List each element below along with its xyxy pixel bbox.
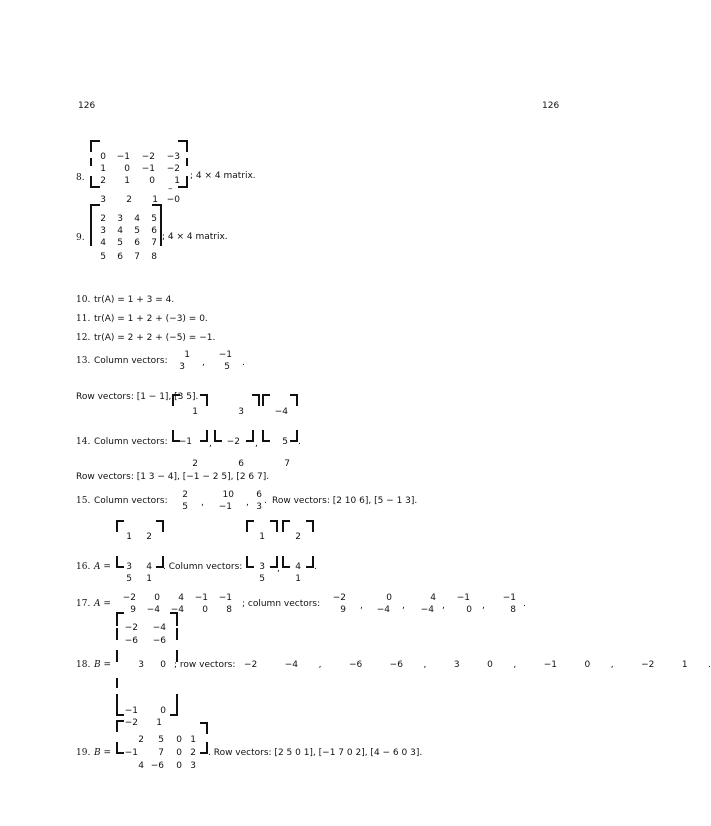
vector-entry: 5 xyxy=(259,574,265,584)
column-vectors-intro: Column vectors: xyxy=(94,437,168,447)
bracket xyxy=(170,694,178,716)
page-number-right: 126 xyxy=(542,101,560,111)
bracket xyxy=(282,520,290,532)
problem-suffix: ; 4 × 4 matrix. xyxy=(190,171,256,181)
problem-label: 9. xyxy=(76,233,85,243)
bracket xyxy=(200,722,208,734)
matrix-cell: 3 xyxy=(138,660,144,670)
terminator: . xyxy=(523,599,526,609)
vector-entry: 2 xyxy=(182,490,188,500)
column-vectors-intro: Column vectors: xyxy=(94,496,168,506)
vector-entry: −2 xyxy=(226,437,240,447)
vector-entry: 4 xyxy=(430,593,436,603)
vector-entry: 5 xyxy=(282,437,288,447)
matrix-cell: −1 xyxy=(124,706,138,716)
vector-entry: 2 xyxy=(192,459,198,469)
matrix-cell: −6 xyxy=(152,636,166,646)
matrix-cell: −4 xyxy=(170,605,184,615)
bracket xyxy=(246,430,254,442)
bracket xyxy=(116,520,124,532)
matrix-cell: −0 xyxy=(166,195,180,205)
terminator: . xyxy=(314,562,317,572)
bracket xyxy=(200,742,208,754)
vector-entry: 5 xyxy=(224,362,230,372)
bracket xyxy=(170,612,178,626)
matrix-cell: 1 xyxy=(174,176,180,186)
row-vectors: . Row vectors: [2 5 0 1], [−1 7 0 2], [4 − 6 0 3]. xyxy=(208,748,423,758)
matrix-cell: 1 xyxy=(100,164,106,174)
problem-label: 16. xyxy=(76,562,91,572)
separator: , xyxy=(442,601,445,611)
bracket xyxy=(156,520,164,532)
bracket xyxy=(252,394,260,406)
matrix-name: B = xyxy=(94,748,112,758)
bracket xyxy=(116,650,118,662)
matrix-cell: 6 xyxy=(134,238,140,248)
matrix-cell: 0 xyxy=(160,706,166,716)
problem-label: 18. xyxy=(76,660,91,670)
matrix-cell: −1 xyxy=(194,593,208,603)
vector-entry: 1 xyxy=(184,350,190,360)
vector-entry: 2 xyxy=(295,532,301,542)
matrix-cell: 0 xyxy=(100,152,106,162)
matrix-cell: 4 xyxy=(117,226,123,236)
matrix-cell: 3 xyxy=(126,562,132,572)
problem-label: 15. xyxy=(76,496,91,506)
vector-entry: −6 xyxy=(389,660,403,670)
matrix-cell: 0 xyxy=(149,176,155,186)
vector-entry: 3 xyxy=(238,407,244,417)
matrix-cell: −2 xyxy=(141,152,155,162)
matrix-cell: 2 xyxy=(126,195,132,205)
page-number-left: 126 xyxy=(78,101,96,111)
vector-entry: 1 xyxy=(295,574,301,584)
row-vectors: Row vectors: [1 3 − 4], [−1 − 2 5], [2 6 7]. xyxy=(76,472,270,482)
matrix-cell: −1 xyxy=(116,152,130,162)
matrix-cell: 3 xyxy=(100,195,106,205)
matrix-cell: 0 xyxy=(202,605,208,615)
matrix-cell: 4 xyxy=(146,562,152,572)
matrix-cell: 9 xyxy=(130,605,136,615)
matrix-cell: −4 xyxy=(152,623,166,633)
column-vectors-intro: ; column vectors: xyxy=(242,599,321,609)
matrix-cell: 7 xyxy=(151,238,157,248)
row-vectors: Row vectors: [1 − 1], [3 5]. xyxy=(76,392,199,402)
separator: , xyxy=(202,358,205,368)
matrix-cell: −2 xyxy=(166,164,180,174)
problem-12-label: 12. xyxy=(76,333,91,343)
matrix-cell: 3 xyxy=(100,226,106,236)
problem-label: 8. xyxy=(76,173,85,183)
matrix-cell: 8 xyxy=(226,605,232,615)
matrix-cell: 5 xyxy=(117,238,123,248)
bracket xyxy=(176,628,178,640)
problem-11-text: tr(A) = 1 + 2 + (−3) = 0. xyxy=(94,314,208,324)
vector-entry: −1 xyxy=(456,593,470,603)
matrix-cell: −1 xyxy=(141,164,155,174)
problem-11-label: 11. xyxy=(76,314,91,324)
vector-entry: 5 xyxy=(182,502,188,512)
bracket xyxy=(290,394,298,406)
separator: , xyxy=(201,498,204,508)
problem-12-text: tr(A) = 2 + 2 + (−5) = −1. xyxy=(94,333,216,343)
vector-entry: 4 xyxy=(295,562,301,572)
matrix-cell: 0 xyxy=(154,593,160,603)
vector-entry: 1 xyxy=(259,532,265,542)
matrix-cell: 2 xyxy=(190,748,196,758)
matrix-name: A = xyxy=(94,562,111,572)
separator: , xyxy=(423,660,427,670)
problem-suffix: ; 4 × 4 matrix. xyxy=(162,232,228,242)
separator: , xyxy=(209,439,212,449)
matrix-cell: 8 xyxy=(151,252,157,262)
matrix-cell: −2 xyxy=(122,593,136,603)
matrix-cell: 4 xyxy=(138,761,144,771)
vector-entry: 0 xyxy=(466,605,472,615)
bracket xyxy=(116,678,118,688)
bracket xyxy=(262,394,270,406)
matrix-cell: 1 xyxy=(190,735,196,745)
matrix-cell: 0 xyxy=(176,748,182,758)
separator: , xyxy=(246,498,249,508)
matrix-cell: 4 xyxy=(134,214,140,224)
separator: , xyxy=(513,660,517,670)
vector-entry: −1 xyxy=(502,593,516,603)
vector-entry: 6 xyxy=(238,459,244,469)
separator: , xyxy=(610,660,614,670)
vector-entry: 3 xyxy=(256,502,262,512)
matrix-cell: 3 xyxy=(190,761,196,771)
vector-entry: −4 xyxy=(376,605,390,615)
vector-entry: −1 xyxy=(218,502,232,512)
problem-label: 19. xyxy=(76,748,91,758)
terminator: . xyxy=(708,660,711,670)
vector-entry: 9 xyxy=(340,605,346,615)
matrix-cell: −4 xyxy=(146,605,160,615)
vector-entry: 8 xyxy=(510,605,516,615)
vector-entry: 7 xyxy=(284,459,290,469)
bracket-right-mid xyxy=(186,158,188,166)
vector-entry: −1 xyxy=(218,350,232,360)
matrix-cell: 5 xyxy=(151,214,157,224)
vector-entry: 10 xyxy=(222,490,234,500)
separator: , xyxy=(360,601,363,611)
separator: , xyxy=(402,601,405,611)
problem-10-label: 10. xyxy=(76,295,91,305)
matrix-cell: 5 xyxy=(134,226,140,236)
column-vectors-intro: Column vectors: xyxy=(94,356,168,366)
bracket xyxy=(306,556,314,568)
row-vectors xyxy=(244,660,711,671)
vector-entry: 3 xyxy=(179,362,185,372)
bracket xyxy=(270,520,278,532)
vector-entry: −2 xyxy=(332,593,346,603)
matrix-cell: 2 xyxy=(138,735,144,745)
matrix-cell: −6 xyxy=(150,761,164,771)
problem-label: 13. xyxy=(76,356,91,366)
matrix-cell: −2 xyxy=(124,623,138,633)
dash-mark: – xyxy=(168,184,173,194)
bracket xyxy=(290,430,298,442)
terminator: . xyxy=(264,496,267,506)
matrix-cell: 0 xyxy=(176,761,182,771)
terminator: . xyxy=(298,437,301,447)
column-vectors-intro: . Column vectors: xyxy=(163,562,243,572)
matrix-cell: 5 xyxy=(100,252,106,262)
matrix-cell: 7 xyxy=(134,252,140,262)
problem-label: 17. xyxy=(76,599,91,609)
vector-entry: 1 xyxy=(192,407,198,417)
matrix-cell: 4 xyxy=(100,238,106,248)
matrix-cell: 5 xyxy=(158,735,164,745)
vector-entry: 3 xyxy=(259,562,265,572)
vector-entry: −1 xyxy=(543,660,557,670)
problem-10-text: tr(A) = 1 + 3 = 4. xyxy=(94,295,175,305)
vector-entry: −1 xyxy=(178,437,192,447)
separator: , xyxy=(255,439,258,449)
separator: , xyxy=(482,601,485,611)
matrix-cell: 2 xyxy=(100,176,106,186)
matrix-cell: 6 xyxy=(117,252,123,262)
matrix-name: A = xyxy=(94,599,111,609)
vector-entry: 1 xyxy=(681,660,688,670)
matrix-cell: −6 xyxy=(124,636,138,646)
vector-entry: −2 xyxy=(244,660,258,670)
matrix-cell: −1 xyxy=(124,748,138,758)
problem-label: 14. xyxy=(76,437,91,447)
vector-entry: 0 xyxy=(584,660,591,670)
vector-entry: −6 xyxy=(348,660,363,670)
matrix-cell: 1 xyxy=(146,574,152,584)
vector-entry: 6 xyxy=(256,490,262,500)
terminator: . xyxy=(242,358,245,368)
matrix-name: B = xyxy=(94,660,112,670)
vector-entry: 0 xyxy=(487,660,493,670)
vector-entry: −2 xyxy=(641,660,655,670)
matrix-cell: 6 xyxy=(151,226,157,236)
bracket xyxy=(172,394,180,406)
vector-entry: 0 xyxy=(386,593,392,603)
bracket-left-top xyxy=(90,140,100,152)
bracket xyxy=(200,430,208,442)
vector-entry: −4 xyxy=(274,407,288,417)
matrix-cell: 3 xyxy=(117,214,123,224)
vector-entry: −4 xyxy=(420,605,434,615)
row-vectors-intro: ; row vectors: xyxy=(174,660,236,670)
bracket xyxy=(200,394,208,406)
vector-entry: 3 xyxy=(453,660,460,670)
matrix-cell: −3 xyxy=(166,152,180,162)
matrix-cell: 1 xyxy=(126,532,132,542)
separator: , xyxy=(277,564,280,574)
matrix-cell: 1 xyxy=(156,718,162,728)
bracket-right-top xyxy=(178,140,188,152)
matrix-cell: 0 xyxy=(176,735,182,745)
matrix-cell: 5 xyxy=(126,574,132,584)
row-vectors: Row vectors: [2 10 6], [5 − 1 3]. xyxy=(272,496,418,506)
vector-entry: −4 xyxy=(284,660,299,670)
bracket xyxy=(306,520,314,532)
matrix-cell: 1 xyxy=(152,195,158,205)
matrix-cell: 2 xyxy=(146,532,152,542)
matrix-cell: 0 xyxy=(124,164,130,174)
bracket xyxy=(246,520,254,532)
matrix-cell: −2 xyxy=(124,718,138,728)
separator: , xyxy=(318,660,322,670)
matrix-cell: 0 xyxy=(160,660,166,670)
matrix-cell: 1 xyxy=(124,176,130,186)
matrix-cell: −1 xyxy=(218,593,232,603)
matrix-cell: 2 xyxy=(100,214,106,224)
matrix-cell: 4 xyxy=(178,593,184,603)
matrix-cell: 7 xyxy=(158,748,164,758)
